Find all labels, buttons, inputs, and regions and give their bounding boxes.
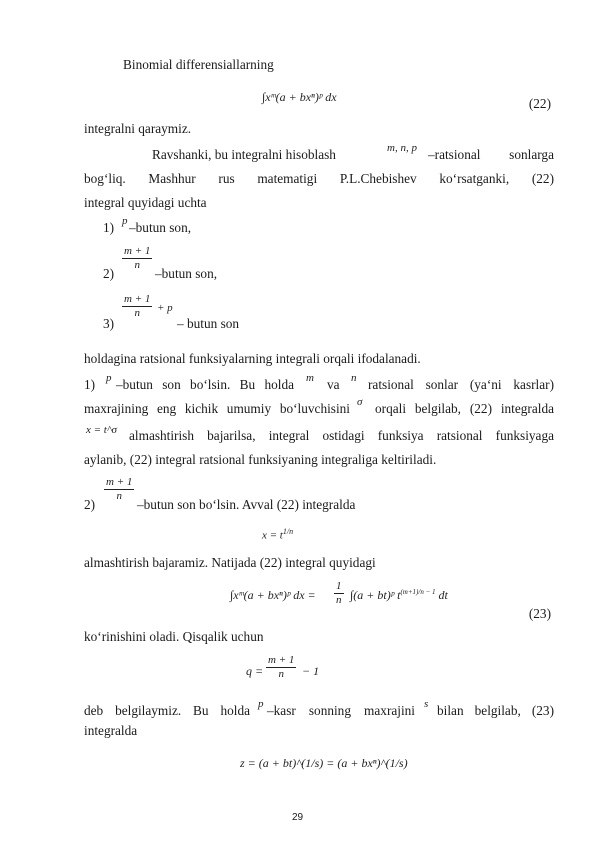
text-line: integralni qaraymiz.	[84, 121, 192, 136]
formula-z: z = (a + bt)^(1/s) = (a + bxⁿ)^(1/s)	[240, 756, 408, 770]
text-line: bilan belgilab, (23)	[437, 703, 554, 718]
math-fraction	[104, 476, 134, 503]
text-line: –kasr sonning maxrajini	[267, 703, 415, 718]
fraction-numerator: 1	[336, 580, 342, 592]
math-fraction	[122, 293, 152, 320]
page-number: 29	[291, 812, 304, 823]
fraction-denominator: n	[278, 668, 284, 680]
case-number: 1)	[84, 377, 96, 392]
math-variable: p	[258, 698, 264, 710]
formula-q-tail: − 1	[302, 664, 320, 678]
text-line: aylanib, (22) integral ratsional funksiyaning integraliga keltiriladi.	[84, 452, 437, 467]
text-line: ko‘rinishini oladi. Qisqalik uchun	[84, 629, 264, 644]
fraction-numerator: m + 1	[124, 293, 151, 305]
text-line: holdagina ratsional funksiyalarning integrali orqali ifodalanadi.	[84, 351, 421, 366]
math-variable: p	[122, 215, 128, 227]
text-line: –ratsional sonlarga	[428, 147, 554, 162]
text-line: orqali belgilab, (22) integralda	[375, 401, 554, 416]
text-line: ratsional sonlar (ya‘ni kasrlar)	[368, 377, 554, 392]
formula-base: x = t	[262, 529, 283, 542]
fraction-denominator: n	[336, 594, 342, 606]
math-substitution	[262, 527, 293, 542]
formula-differential: dt	[438, 588, 448, 602]
equation-22: ∫xᵐ(a + bxⁿ)ᵖ dx	[262, 90, 337, 104]
text-line: deb belgilaymiz. Bu holda	[84, 703, 250, 718]
text-line: almashtirish bajarilsa, integral ostidagi funksiya ratsional funksiyaga	[129, 428, 554, 443]
fraction-denominator: n	[116, 490, 122, 502]
case-number: 2)	[84, 497, 96, 512]
text-line: almashtirish bajaramiz. Natijada (22) integral quyidagi	[84, 555, 376, 570]
formula-q-lhs: q =	[246, 664, 264, 678]
formula-exponent: 1/n	[282, 527, 294, 536]
list-item: –butun son,	[129, 220, 192, 235]
list-number: 3)	[103, 316, 115, 331]
math-variable: σ	[357, 396, 363, 408]
text-line: maxrajining eng kichik umumiy bo‘luvchisini	[84, 401, 350, 416]
math-fraction	[266, 654, 296, 681]
text-word: va	[327, 377, 340, 392]
text-line: integral quyidagi uchta	[84, 195, 207, 210]
text-line: –butun son bo‘lsin. Avval (22) integralda	[137, 497, 356, 512]
math-fraction	[122, 245, 152, 272]
text-line: integralda	[84, 723, 138, 738]
fraction-numerator: m + 1	[124, 245, 151, 257]
list-number: 2)	[103, 266, 115, 281]
list-item: – butun son	[177, 316, 240, 331]
fraction-numerator: m + 1	[106, 476, 133, 488]
equation-22-label: (22)	[528, 96, 551, 111]
intro-line: Binomial differensiallarning	[123, 57, 274, 72]
text-line: Ravshanki, bu integralni hisoblash	[152, 147, 336, 162]
math-term: + p	[157, 302, 173, 314]
equation-23-rhs	[350, 588, 448, 603]
equation-23-label: (23)	[528, 606, 551, 621]
fraction-denominator: n	[134, 307, 140, 319]
equation-23-lhs: ∫xᵐ(a + bxⁿ)ᵖ dx =	[230, 588, 316, 602]
math-variables: m, n, p	[387, 142, 417, 154]
formula-integrand: ∫(a + bt)ᵖ t	[350, 588, 401, 602]
text-line: –butun son bo‘lsin. Bu holda	[116, 377, 294, 392]
text-line: bog‘liq. Mashhur rus matematigi P.L.Chebishev ko‘rsatganki, (22)	[84, 171, 554, 186]
math-fraction	[334, 580, 344, 607]
formula-exponent: (m+1)/n − 1	[400, 588, 436, 596]
math-variable: n	[351, 372, 357, 384]
math-variable: s	[424, 698, 429, 710]
math-variable: p	[106, 372, 112, 384]
fraction-numerator: m + 1	[268, 654, 295, 666]
list-number: 1)	[103, 220, 115, 235]
math-variable: m	[306, 372, 314, 384]
math-substitution: x = t^σ	[86, 424, 117, 436]
fraction-denominator: n	[134, 259, 140, 271]
list-item: –butun son,	[155, 266, 218, 281]
